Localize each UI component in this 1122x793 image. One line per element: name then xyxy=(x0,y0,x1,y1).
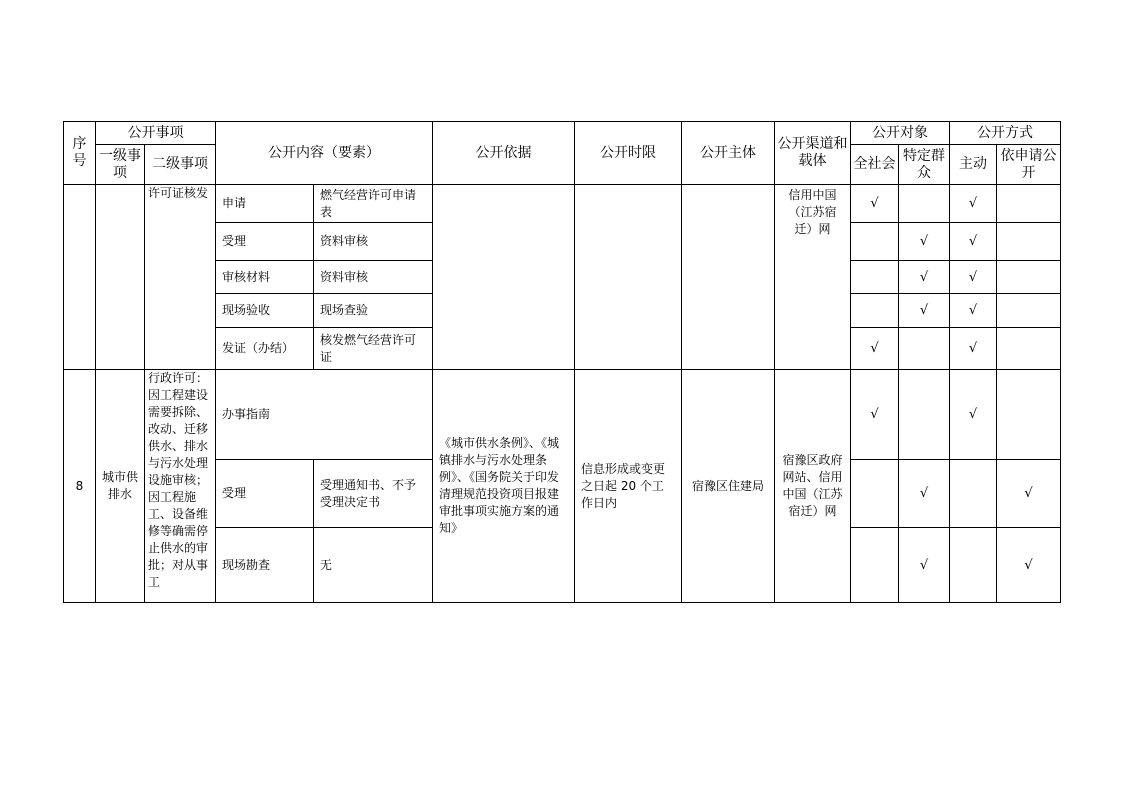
step-cell: 办事指南 xyxy=(216,370,433,460)
header-level2: 二级事项 xyxy=(145,145,216,185)
target-all-check xyxy=(851,261,899,294)
header-target-specific: 特定群众 xyxy=(899,145,950,185)
header-target-all: 全社会 xyxy=(851,145,899,185)
detail-cell: 燃气经营许可申请表 xyxy=(314,185,433,223)
target-specific-check xyxy=(899,185,950,223)
step-cell: 审核材料 xyxy=(216,261,314,294)
subject-cell: 宿豫区住建局 xyxy=(682,370,775,603)
seq-cell: 8 xyxy=(64,370,96,603)
target-all-check xyxy=(851,294,899,328)
method-request-check xyxy=(997,223,1061,261)
step-cell: 现场验收 xyxy=(216,294,314,328)
subject-cell xyxy=(682,185,775,370)
method-active-check: √ xyxy=(950,223,997,261)
target-all-check xyxy=(851,528,899,603)
method-active-check: √ xyxy=(950,294,997,328)
target-all-check: √ xyxy=(851,370,899,460)
level2-cell: 许可证核发 xyxy=(145,185,216,370)
method-request-check xyxy=(997,328,1061,370)
header-row-1 xyxy=(64,122,1061,145)
detail-cell: 无 xyxy=(314,528,433,603)
method-request-check xyxy=(997,370,1061,460)
target-all-check: √ xyxy=(851,185,899,223)
target-specific-check: √ xyxy=(899,223,950,261)
target-all-check xyxy=(851,223,899,261)
method-active-check: √ xyxy=(950,261,997,294)
method-request-check: √ xyxy=(997,528,1061,603)
step-cell: 申请 xyxy=(216,185,314,223)
level2-cell: 行政许可：因工程建设需要拆除、改动、迁移供水、排水与污水处理设施审核；因工程施工、设备维修等确需停止供水的审批；对从事工 xyxy=(145,370,216,603)
header-matter: 公开事项 xyxy=(96,122,216,145)
method-active-check xyxy=(950,528,997,603)
time-limit-cell: 信息形成或变更之日起 20 个工作日内 xyxy=(575,370,682,603)
method-request-check xyxy=(997,261,1061,294)
header-basis: 公开依据 xyxy=(433,122,575,185)
method-active-check: √ xyxy=(950,370,997,460)
channel-cell: 信用中国（江苏宿迁）网 xyxy=(775,185,851,370)
target-specific-check: √ xyxy=(899,528,950,603)
header-subject: 公开主体 xyxy=(682,122,775,185)
header-channel: 公开渠道和载体 xyxy=(775,122,851,185)
header-method: 公开方式 xyxy=(950,122,1061,145)
step-cell: 受理 xyxy=(216,223,314,261)
step-cell: 发证（办结） xyxy=(216,328,314,370)
detail-cell: 资料审核 xyxy=(314,223,433,261)
method-active-check: √ xyxy=(950,328,997,370)
channel-cell: 宿豫区政府网站、信用中国（江苏宿迁）网 xyxy=(775,370,851,603)
detail-cell: 受理通知书、不予受理决定书 xyxy=(314,460,433,528)
step-cell: 受理 xyxy=(216,460,314,528)
target-specific-check xyxy=(899,370,950,460)
target-specific-check xyxy=(899,328,950,370)
time-limit-cell xyxy=(575,185,682,370)
level1-cell xyxy=(96,185,145,370)
target-specific-check: √ xyxy=(899,261,950,294)
detail-cell: 资料审核 xyxy=(314,261,433,294)
target-specific-check: √ xyxy=(899,460,950,528)
seq-cell xyxy=(64,185,96,370)
table-row xyxy=(64,370,1061,460)
target-all-check: √ xyxy=(851,328,899,370)
disclosure-table xyxy=(63,121,1061,603)
header-method-request: 依申请公开 xyxy=(997,145,1061,185)
level1-cell: 城市供排水 xyxy=(96,370,145,603)
basis-cell: 《城市供水条例》、《城镇排水与污水处理条例》、《国务院关于印发清理规范投资项目报建审批事项实施方案的通知》 xyxy=(433,370,575,603)
target-all-check xyxy=(851,460,899,528)
detail-cell: 现场查验 xyxy=(314,294,433,328)
header-time-limit: 公开时限 xyxy=(575,122,682,185)
table-row xyxy=(64,185,1061,223)
method-request-check xyxy=(997,294,1061,328)
target-specific-check: √ xyxy=(899,294,950,328)
basis-cell xyxy=(433,185,575,370)
method-active-check: √ xyxy=(950,185,997,223)
method-active-check xyxy=(950,460,997,528)
header-seq: 序号 xyxy=(64,122,96,185)
header-target: 公开对象 xyxy=(851,122,950,145)
header-method-active: 主动 xyxy=(950,145,997,185)
detail-cell: 核发燃气经营许可证 xyxy=(314,328,433,370)
header-level1: 一级事项 xyxy=(96,145,145,185)
method-request-check xyxy=(997,185,1061,223)
step-cell: 现场勘查 xyxy=(216,528,314,603)
header-content: 公开内容（要素） xyxy=(216,122,433,185)
method-request-check: √ xyxy=(997,460,1061,528)
